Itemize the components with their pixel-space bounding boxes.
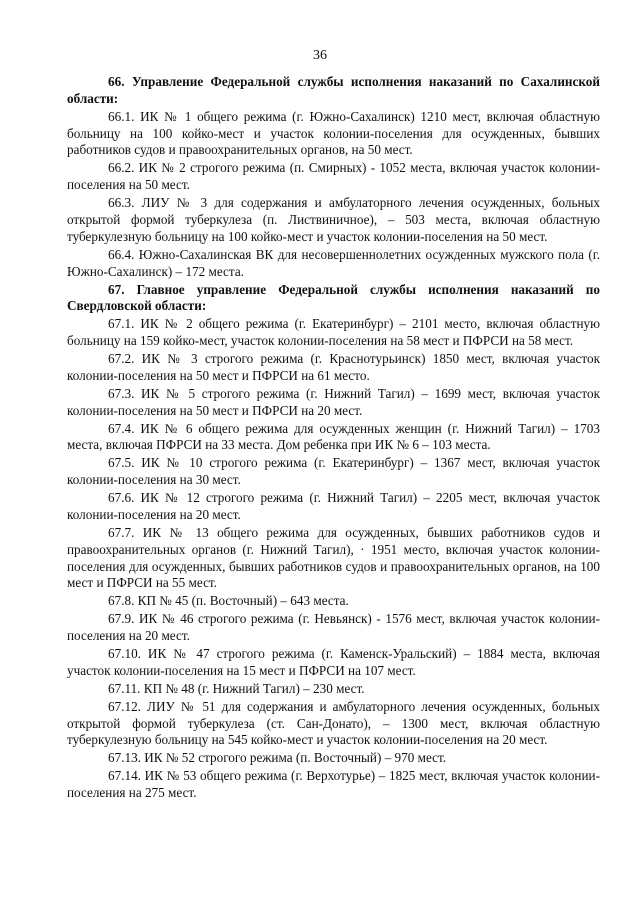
list-item: 66.1. ИК № 1 общего режима (г. Южно-Сахалинск) 1210 мест, включая областную больницу на 100 койко-мест и участок колонии-поселения для осужденных, бывших работников судов и правоохранительных органов, на 50 мест. <box>67 108 600 158</box>
section-heading: 67. Главное управление Федеральной службы исполнения наказаний по Свердловской области: <box>67 281 600 314</box>
list-item: 66.3. ЛИУ № 3 для содержания и амбулаторного лечения осужденных, больных открытой формой туберкулеза (п. Листвиничное), – 503 места, включая областную туберкулезную больницу на 100 койко-мест и участок колонии-поселения на 50 мест. <box>67 195 600 244</box>
list-item: 66.2. ИК № 2 строгого режима (п. Смирных) - 1052 места, включая участок колонии-поселения на 50 мест. <box>67 160 600 193</box>
list-item: 67.2. ИК № 3 строгого режима (г. Краснотурьинск) 1850 мест, включая участок колонии-поселения на 50 мест и ПФРСИ на 61 место. <box>67 351 600 383</box>
list-item: 67.12. ЛИУ № 51 для содержания и амбулаторного лечения осужденных, больных открытой формой туберкулеза (ст. Сан-Донато), – 1300 мест, включая областную туберкулезную больницу на 545 койко-мест и участок колонии-поселения на 20 мест. <box>67 698 600 748</box>
list-item: 67.1. ИК № 2 общего режима (г. Екатеринбург) – 2101 место, включая областную больницу на 159 койко-мест, участок колонии-поселения на 58 мест и ПФРСИ на 58 мест. <box>67 316 600 349</box>
list-item: 67.9. ИК № 46 строгого режима (г. Невьянск) - 1576 мест, включая участок колонии-поселения на 20 мест. <box>67 611 600 644</box>
page-number: 36 <box>313 48 327 63</box>
list-item: 67.11. КП № 48 (г. Нижний Тагил) – 230 мест. <box>108 680 365 696</box>
list-item: 67.3. ИК № 5 строгого режима (г. Нижний Тагил) – 1699 мест, включая участок колонии-поселения на 50 мест и ПФРСИ на 20 мест. <box>67 385 600 418</box>
list-item: 67.8. КП № 45 (п. Восточный) – 643 места. <box>108 593 349 609</box>
list-item: 67.5. ИК № 10 строгого режима (г. Екатеринбург) – 1367 мест, включая участок колонии-поселения на 30 мест. <box>67 455 600 488</box>
list-item: 67.14. ИК № 53 общего режима (г. Верхотурье) – 1825 мест, включая участок колонии-поселения на 275 мест. <box>67 768 600 801</box>
list-item: 67.6. ИК № 12 строгого режима (г. Нижний Тагил) – 2205 мест, включая участок колонии-поселения на 20 мест. <box>67 490 600 522</box>
list-item: 67.4. ИК № 6 общего режима для осужденных женщин (г. Нижний Тагил) – 1703 места, включая ПФРСИ на 33 места. Дом ребенка при ИК № 6 – 103 места. <box>67 420 600 453</box>
list-item: 67.10. ИК № 47 строгого режима (г. Каменск-Уральский) – 1884 места, включая участок колонии-поселения на 15 мест и ПФРСИ на 107 мест. <box>67 646 600 678</box>
document-body <box>67 74 600 803</box>
list-item: 67.13. ИК № 52 строгого режима (п. Восточный) – 970 мест. <box>108 750 447 766</box>
list-item: 67.7. ИК № 13 общего режима для осужденных, бывших работников судов и правоохранительных органов (г. Нижний Тагил), · 1951 место, включая участок колонии-поселения для осужденных, бывших работников судов и правоохранительных органов, на 100 мест и ПФРСИ на 55 мест. <box>67 524 600 591</box>
list-item: 66.4. Южно-Сахалинская ВК для несовершеннолетних осужденных мужского пола (г. Южно-Сахалинск) – 172 места. <box>67 246 600 279</box>
section-heading: 66. Управление Федеральной службы исполнения наказаний по Сахалинской области: <box>67 74 600 106</box>
